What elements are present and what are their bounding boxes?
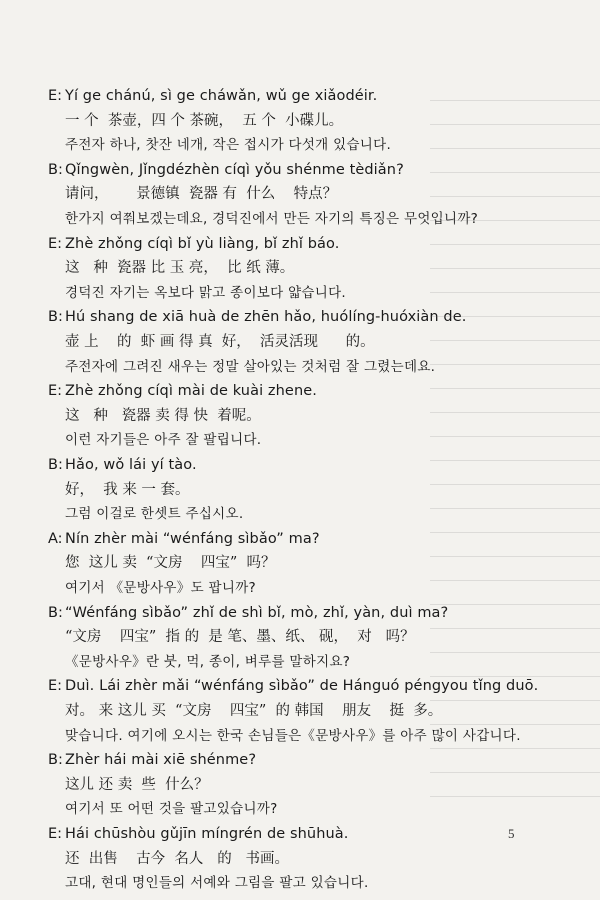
pinyin-line: Yí ge chánú, sì ge cháwǎn, wǔ ge xiǎodéir.: [65, 88, 378, 104]
speaker-label: B:: [48, 457, 63, 473]
speaker-label: A:: [48, 530, 63, 547]
speaker-label: E:: [48, 88, 63, 104]
korean-translation-line: 여기서 《문방사우》도 팝니까?: [65, 580, 256, 596]
korean-translation-line: 그럼 이걸로 한셋트 주십시오.: [65, 506, 244, 523]
korean-translation-line: 맞습니다. 여기에 오시는 한국 손님들은《문방사우》를 아주 많이 사갑니다.: [65, 727, 521, 744]
chinese-line: “文房 四宝” 指 的 是 笔、墨、纸、 砚， 对 吗？: [65, 629, 415, 646]
korean-translation-line: 고대, 현대 명인들의 서예와 그림을 팔고 있습니다.: [65, 875, 369, 892]
chinese-line: 这 种 瓷器 卖 得 快 着呢。: [65, 407, 261, 424]
chinese-line: 好， 我 来 一 套。: [65, 481, 190, 498]
pinyin-line: Zhè zhǒng cíqì mài de kuài zhene.: [65, 383, 317, 400]
chinese-line: 对。 来 这儿 买 “文房 四宝” 的 韩国 朋友 挺 多。: [65, 703, 443, 719]
speaker-label: B:: [48, 161, 63, 178]
speaker-label: E:: [48, 383, 63, 400]
korean-translation-line: 이런 자기들은 아주 잘 팔립니다.: [65, 432, 262, 449]
pinyin-line: “Wénfáng sìbǎo” zhǐ de shì bǐ, mò, zhǐ, yàn, duì ma?: [65, 604, 449, 621]
pinyin-line: Duì. Lái zhèr mǎi “wénfáng sìbǎo” de Hánguó péngyou tǐng duō.: [65, 678, 539, 695]
korean-translation-line: 경덕진 자기는 옥보다 맑고 종이보다 얇습니다.: [65, 284, 347, 301]
chinese-line: 壶 上 的 虾 画 得 真 好， 活灵活现 的。: [65, 334, 375, 350]
speaker-label: B:: [48, 752, 63, 769]
page-number: 5: [508, 826, 515, 841]
korean-translation-line: 한가지 여쭤보겠는데요, 경덕진에서 만든 자기의 특징은 무엇입니까?: [65, 211, 479, 227]
pinyin-line: Hái chūshòu gǔjīn míngrén de shūhuà.: [65, 826, 349, 842]
korean-translation-line: 주전자 하나, 찻잔 네개, 작은 접시가 다섯개 있습니다.: [65, 137, 392, 154]
speaker-label: B:: [48, 604, 63, 621]
pinyin-line: Hǎo, wǒ lái yí tào.: [65, 457, 197, 473]
chinese-line: 这儿 还 卖 些 什么？: [65, 776, 209, 793]
pinyin-line: Nín zhèr mài “wénfáng sìbǎo” ma?: [65, 530, 320, 547]
speaker-label: E:: [48, 826, 63, 842]
chinese-line: 一 个 茶壶，四 个 茶碗， 五 个 小碟儿。: [65, 112, 344, 129]
speaker-label: B:: [48, 309, 63, 326]
chinese-line: 还 出售 古今 名人 的 书画。: [65, 850, 290, 867]
korean-translation-line: 《문방사우》란 붓, 먹, 종이, 벼루를 말하지요?: [65, 653, 351, 670]
chinese-line: 请问， 景德镇 瓷器 有 什么 特点？: [65, 186, 338, 203]
korean-translation-line: 주전자에 그려진 새우는 정말 살아있는 것처럼 잘 그렸는데요.: [65, 358, 436, 375]
bleed-through-texture: [430, 100, 600, 820]
pinyin-line: Qǐngwèn, Jǐngdézhèn cíqì yǒu shénme tèdiǎn?: [65, 161, 404, 178]
chinese-line: 这 种 瓷器 比 玉 亮， 比 纸 薄。: [65, 260, 295, 277]
pinyin-line: Zhèr hái mài xiē shénme?: [65, 752, 257, 769]
pinyin-line: Hú shang de xiā huà de zhēn hǎo, huólíng-huóxiàn de.: [65, 309, 467, 326]
korean-translation-line: 여기서 또 어떤 것을 팔고있습니까?: [65, 801, 278, 818]
pinyin-line: Zhè zhǒng cíqì bǐ yù liàng, bǐ zhǐ báo.: [65, 235, 340, 252]
chinese-line: 您 这儿 卖 “文房 四宝” 吗？: [65, 555, 276, 572]
speaker-label: E:: [48, 235, 63, 252]
speaker-label: E:: [48, 678, 63, 695]
